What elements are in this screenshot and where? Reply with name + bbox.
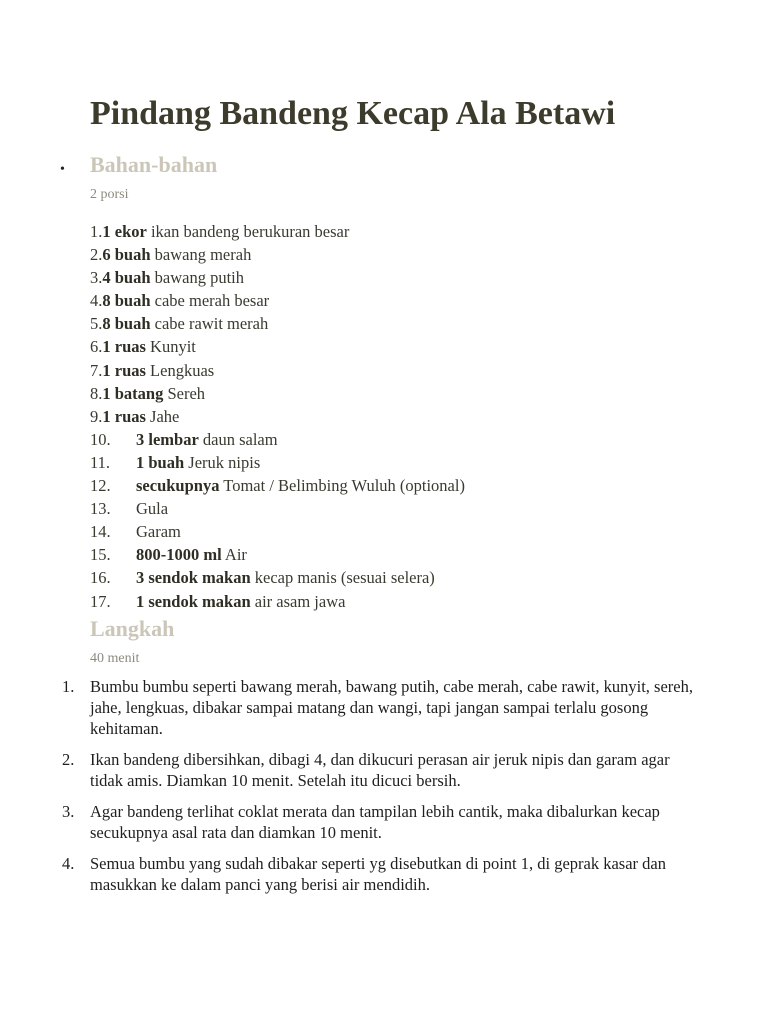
ingredient-number: 3. (90, 268, 103, 288)
duration-label: 40 menit (90, 651, 140, 666)
ingredient-quantity: secukupnya (136, 476, 220, 496)
step-text: Bumbu bumbu seperti bawang merah, bawang putih, cabe merah, cabe rawit, kunyit, sereh, jahe, lengkuas, dibakar sampai matang dan wangi, tapi jangan sampai terlalu gosong kehitaman. (90, 677, 693, 738)
ingredient-number: 12. (90, 476, 111, 496)
ingredient-number: 14. (90, 522, 111, 542)
ingredient-item (90, 566, 465, 589)
ingredient-quantity: 1 buah (136, 452, 185, 472)
ingredient-description: Gula (136, 499, 169, 519)
ingredient-quantity: 6 buah (102, 245, 151, 265)
ingredient-description: Jahe (150, 406, 180, 426)
ingredient-item (90, 312, 465, 335)
bullet-marker: • (60, 162, 65, 177)
ingredient-item (90, 289, 465, 312)
ingredient-description: Jeruk nipis (188, 452, 261, 472)
step-number: 2. (62, 750, 75, 769)
ingredient-description: Tomat / Belimbing Wuluh (optional) (223, 476, 465, 496)
step-number: 1. (62, 677, 75, 696)
ingredient-number: 16. (90, 568, 111, 588)
ingredient-item (90, 382, 465, 405)
ingredient-item (90, 590, 465, 613)
steps-list (62, 676, 702, 905)
ingredient-quantity: 3 lembar (136, 429, 199, 449)
ingredient-description: cabe merah besar (154, 291, 270, 311)
step-number: 3. (62, 802, 75, 821)
step-item (62, 676, 702, 739)
ingredient-item (90, 497, 465, 520)
step-number: 4. (62, 854, 75, 873)
ingredient-number: 11. (90, 452, 111, 472)
ingredient-number: 5. (90, 314, 103, 334)
ingredient-item (90, 335, 465, 358)
step-item (62, 801, 702, 843)
ingredient-number: 15. (90, 545, 111, 565)
ingredient-number: 2. (90, 245, 103, 265)
ingredient-number: 17. (90, 591, 111, 611)
ingredients-list (90, 220, 465, 613)
ingredient-item (90, 243, 465, 266)
ingredient-number: 8. (90, 383, 103, 403)
ingredient-number: 6. (90, 337, 103, 357)
ingredient-item (90, 266, 465, 289)
step-text: Ikan bandeng dibersihkan, dibagi 4, dan dikucuri perasan air jeruk nipis dan garam agar tidak amis. Diamkan 10 menit. Setelah itu dicuci bersih. (90, 750, 670, 790)
ingredient-description: cabe rawit merah (154, 314, 269, 334)
ingredient-number: 7. (90, 360, 103, 380)
ingredient-quantity: 1 batang (102, 383, 164, 403)
ingredient-number: 1. (90, 222, 103, 241)
ingredient-quantity: 1 ekor (102, 222, 147, 241)
ingredient-quantity: 8 buah (102, 291, 151, 311)
step-text: Agar bandeng terlihat coklat merata dan tampilan lebih cantik, maka dibalurkan kecap secukupnya asal rata dan diamkan 10 menit. (90, 802, 660, 842)
step-text: Semua bumbu yang sudah dibakar seperti yg disebutkan di point 1, di geprak kasar dan masukkan ke dalam panci yang berisi air mendidih. (90, 854, 666, 894)
ingredient-item (90, 359, 465, 382)
ingredient-quantity: 8 buah (102, 314, 151, 334)
ingredient-number: 13. (90, 499, 111, 519)
ingredient-description: bawang merah (154, 245, 252, 265)
ingredient-item (90, 543, 465, 566)
ingredient-description: kecap manis (sesuai selera) (254, 568, 435, 588)
step-item (62, 749, 702, 791)
ingredient-description: daun salam (202, 429, 278, 449)
servings-label: 2 porsi (90, 187, 129, 202)
ingredients-heading: Bahan-bahan (90, 152, 218, 177)
ingredient-item (90, 405, 465, 428)
ingredient-quantity: 1 ruas (102, 360, 146, 380)
ingredient-number: 10. (90, 429, 111, 449)
ingredient-quantity: 3 sendok makan (136, 568, 251, 588)
ingredient-number: 4. (90, 291, 103, 311)
ingredient-description: Lengkuas (150, 360, 215, 380)
ingredient-quantity: 800-1000 ml (136, 545, 222, 565)
ingredient-quantity: 1 ruas (102, 337, 146, 357)
ingredient-item (90, 520, 465, 543)
ingredient-item (90, 451, 465, 474)
ingredient-description: Kunyit (150, 337, 196, 357)
recipe-title: Pindang Bandeng Kecap Ala Betawi (90, 95, 616, 132)
ingredient-description: air asam jawa (254, 591, 346, 611)
ingredient-item (90, 474, 465, 497)
step-item (62, 853, 702, 895)
ingredient-description: Air (224, 545, 247, 565)
ingredient-description: Garam (136, 522, 181, 542)
steps-heading: Langkah (90, 616, 175, 641)
ingredient-quantity: 4 buah (102, 268, 151, 288)
ingredient-quantity: 1 sendok makan (136, 591, 251, 611)
ingredient-item (90, 220, 465, 243)
ingredient-description: Sereh (167, 383, 206, 403)
ingredient-description: bawang putih (154, 268, 245, 288)
ingredient-item (90, 428, 465, 451)
ingredient-description: ikan bandeng berukuran besar (150, 222, 350, 241)
ingredient-number: 9. (90, 406, 103, 426)
ingredient-quantity: 1 ruas (102, 406, 146, 426)
